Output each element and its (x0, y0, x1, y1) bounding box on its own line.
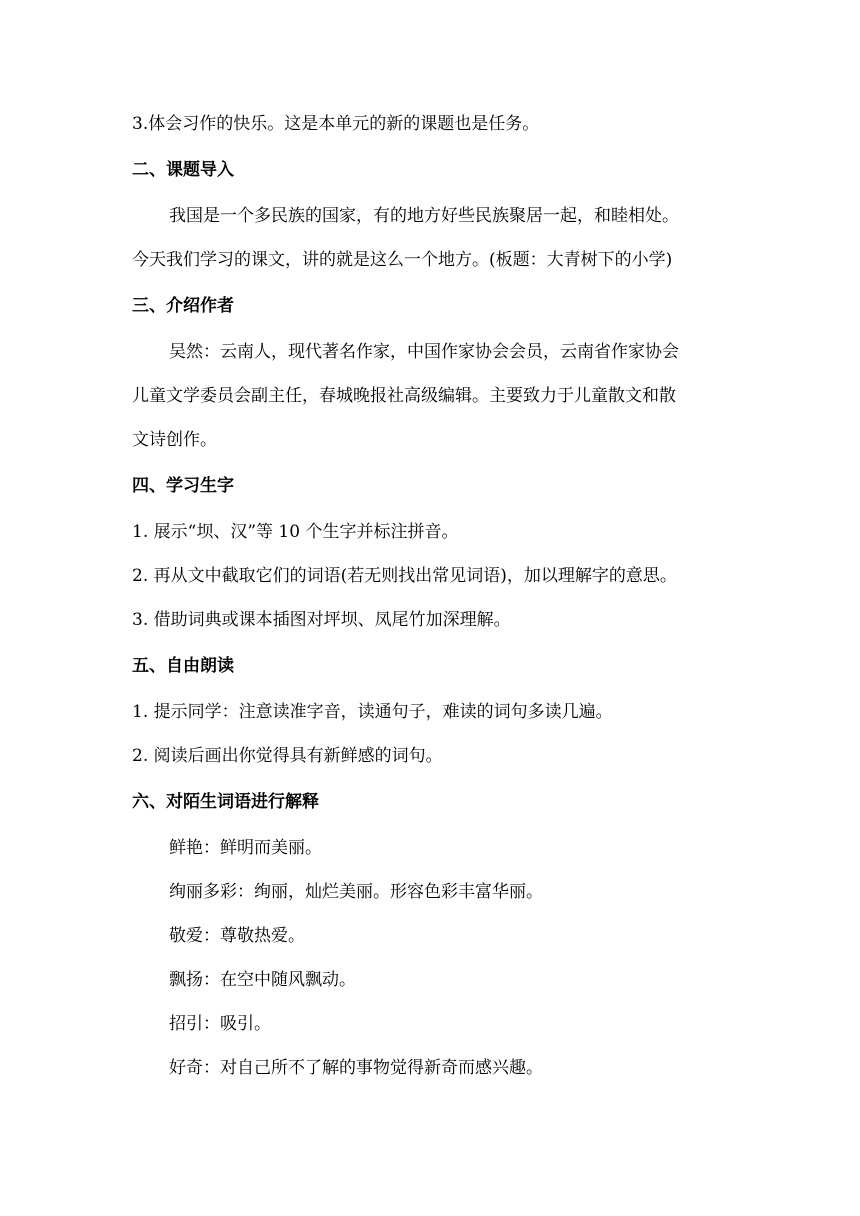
paragraph: 我国是一个多民族的国家，有的地方好些民族聚居一起，和睦相处。 (169, 206, 679, 226)
paragraph: 儿童文学委员会副主任，春城晚报社高级编辑。主要致力于儿童散文和散 (132, 386, 676, 406)
section-heading: 三、介绍作者 (132, 296, 234, 316)
section-heading: 二、课题导入 (132, 160, 234, 180)
section-heading: 五、自由朗读 (132, 656, 234, 676)
page-content (132, 112, 732, 1080)
paragraph: 吴然：云南人，现代著名作家，中国作家协会会员，云南省作家协会 (169, 342, 679, 362)
definition-item: 招引：吸引。 (169, 1014, 271, 1034)
list-item: 2. 再从文中截取它们的词语(若无则找出常见词语)，加以理解字的意思。 (132, 566, 677, 586)
list-item: 2. 阅读后画出你觉得具有新鲜感的词句。 (132, 746, 443, 766)
paragraph: 今天我们学习的课文，讲的就是这么一个地方。(板题：大青树下的小学) (132, 250, 673, 270)
paragraph: 3.体会习作的快乐。这是本单元的新的课题也是任务。 (132, 114, 540, 134)
definition-item: 飘扬：在空中随风飘动。 (169, 970, 356, 990)
definition-item: 绚丽多彩：绚丽，灿烂美丽。形容色彩丰富华丽。 (169, 882, 543, 902)
list-item: 1. 提示同学：注意读准字音，读通句子，难读的词句多读几遍。 (132, 702, 613, 722)
section-heading: 六、对陌生词语进行解释 (132, 792, 319, 812)
definition-item: 敬爱：尊敬热爱。 (169, 926, 305, 946)
paragraph: 文诗创作。 (132, 430, 217, 450)
definition-item: 好奇：对自己所不了解的事物觉得新奇而感兴趣。 (169, 1058, 543, 1078)
definition-item: 鲜艳：鲜明而美丽。 (169, 838, 322, 858)
section-heading: 四、学习生字 (132, 476, 234, 496)
list-item: 3. 借助词典或课本插图对坪坝、凤尾竹加深理解。 (132, 610, 511, 630)
list-item: 1. 展示“坝、汉”等 10 个生字并标注拼音。 (132, 522, 459, 542)
